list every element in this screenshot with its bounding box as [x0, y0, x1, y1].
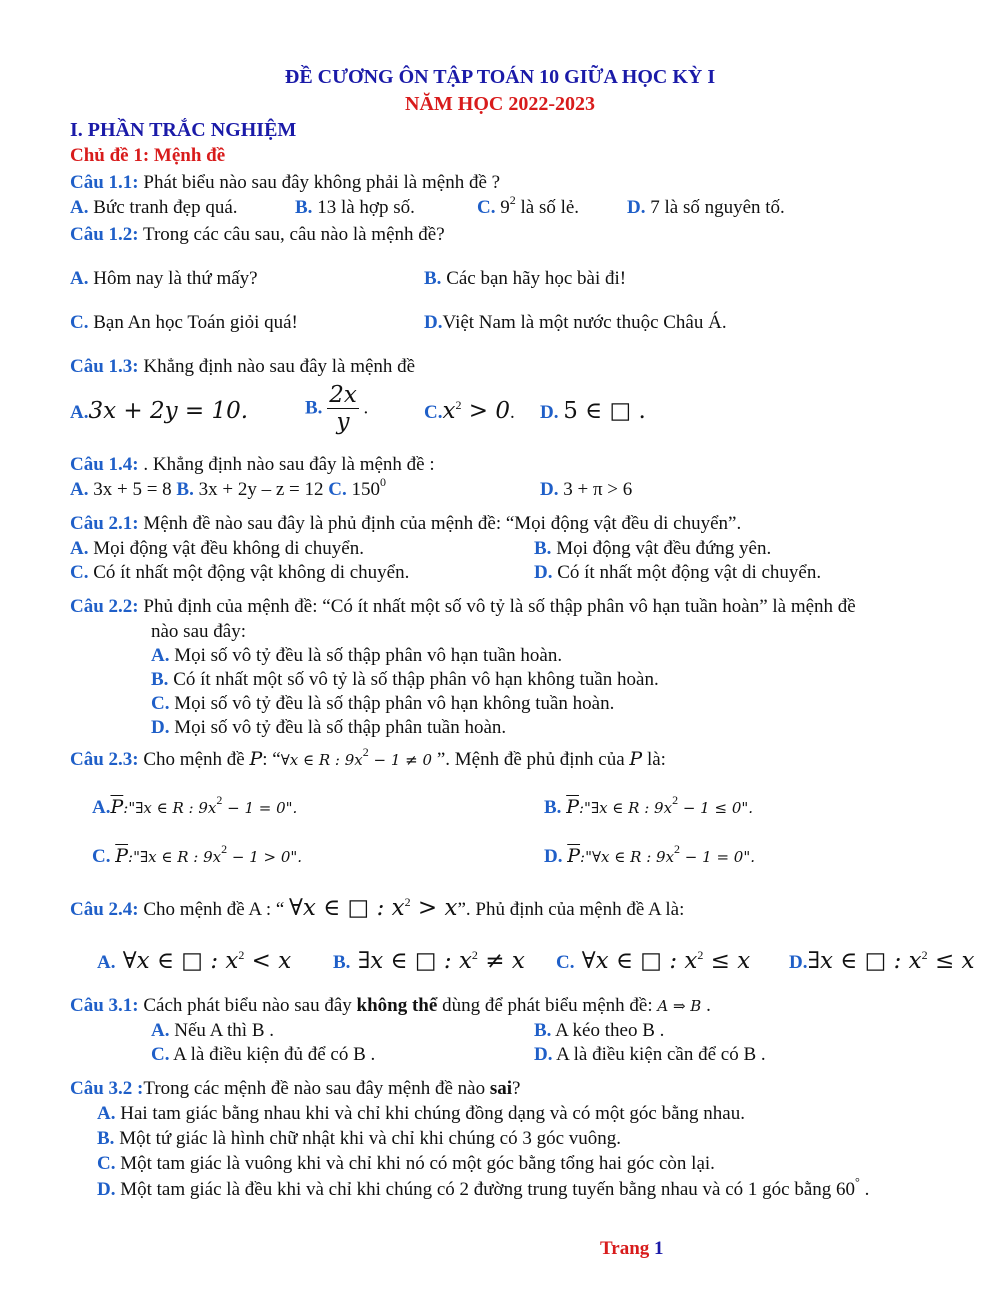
question-text: Trong các mệnh đề nào sau đây mệnh đề nào: [143, 1078, 490, 1099]
question-text: dùng để phát biểu mệnh đề:: [437, 995, 658, 1016]
option-label: B.: [534, 1020, 552, 1041]
option-a: [97, 1103, 745, 1125]
option-label: C.: [151, 693, 170, 714]
superscript: 2: [455, 398, 462, 412]
option-text: Mọi động vật đều đứng yên.: [551, 538, 772, 559]
option-a: [70, 268, 258, 290]
question-text: là:: [642, 749, 666, 770]
option-label: C.: [328, 479, 347, 500]
question-text: : “: [262, 749, 281, 770]
option-text: Mọi số vô tỷ đều là số thập phân vô hạn tuần hoàn.: [169, 645, 563, 666]
formula: ∀x ∈ R : 9x: [280, 751, 363, 769]
option-text: Hôm nay là thứ mấy?: [88, 268, 258, 289]
formula: ∀x ∈ □ : x: [115, 948, 239, 974]
option-b: [305, 382, 368, 435]
option-dot: .: [358, 397, 369, 419]
option-label: D.: [627, 197, 646, 218]
option-label: A.: [70, 197, 89, 218]
question-label: Câu 3.2 :: [70, 1078, 144, 1099]
option-b: [97, 1128, 621, 1150]
document-title: ĐỀ CƯƠNG ÔN TẬP TOÁN 10 GIỮA HỌC KỲ I: [284, 66, 716, 88]
option-c: [97, 1153, 715, 1175]
question-label: Câu 2.2:: [70, 596, 139, 617]
formula: ∀x ∈ □ : x: [289, 895, 405, 921]
question-text: Cho mệnh đề: [138, 749, 250, 770]
option-c: [92, 842, 303, 868]
formula: :"∃x ∈ R : 9x: [128, 848, 222, 866]
option-text: Bạn An học Toán giỏi quá!: [88, 312, 298, 333]
question-label: Câu 1.1:: [70, 172, 139, 193]
option-text-rest: là số lẻ.: [515, 197, 580, 218]
option-text: Hai tam giác bằng nhau khi và chỉ khi chúng đồng dạng và có một góc bằng nhau.: [115, 1103, 745, 1124]
formula-rest: − 1 = 0".: [680, 848, 755, 866]
option-label: B.: [151, 669, 169, 690]
option-text: 7 là số nguyên tố.: [645, 197, 785, 218]
formula: :"∃x ∈ R : 9x: [578, 799, 673, 817]
degree-symbol: °: [855, 1175, 860, 1189]
option-b: [534, 538, 771, 560]
option-label: A.: [151, 645, 170, 666]
option-label: B.: [333, 952, 351, 973]
page-number: 1: [654, 1238, 664, 1259]
option-label: C.: [70, 562, 89, 583]
superscript: 2: [238, 948, 245, 962]
question-text: Mệnh đề nào sau đây là phủ định của mệnh đề: “Mọi động vật đều di chuyển”.: [138, 513, 742, 534]
option-label: C.: [556, 952, 575, 973]
superscript: 2: [509, 193, 516, 207]
option-b: [151, 669, 659, 691]
option-d: [544, 842, 755, 868]
question-text-cont: nào sau đây:: [151, 621, 246, 642]
formula-rest: − 1 ≤ 0".: [678, 799, 754, 817]
option-label: C.: [477, 197, 496, 218]
superscript: 2: [362, 745, 369, 759]
option-text: Có ít nhất một số vô tỷ là số thập phân vô hạn không tuần hoàn.: [168, 669, 659, 690]
formula-rest: ≤ x: [927, 948, 975, 974]
option-label: B.: [534, 538, 552, 559]
option-label: A.: [92, 797, 111, 818]
question-text: Cách phát biểu nào sau đây: [138, 995, 357, 1016]
question-text: Phủ định của mệnh đề: “Có ít nhất một số vô tỷ là số thập phân vô hạn tuần hoàn” là mệnh đề: [138, 596, 856, 617]
formula-rest: ≤ x: [703, 948, 751, 974]
option-text: Một tam giác là đều khi và chỉ khi chúng có 2 đường trung tuyến bằng nhau và có 1 góc bằng 60: [115, 1179, 856, 1200]
option-label: B.: [97, 1128, 115, 1149]
negation-symbol: $\overline{P}$: [110, 796, 124, 818]
formula-rest: − 1 > 0".: [227, 848, 303, 866]
option-text: Các bạn hãy học bài đi!: [441, 268, 627, 289]
fraction: [327, 382, 359, 435]
question-1-3: [70, 356, 415, 378]
question-3-1: [70, 995, 711, 1017]
question-3-2: [70, 1078, 520, 1100]
option-text: Mọi số vô tỷ đều là số thập phân tuần hoàn.: [169, 717, 507, 738]
question-text: Trong các câu sau, câu nào là mệnh đề?: [138, 224, 445, 245]
option-a: [151, 1020, 274, 1042]
superscript: 2: [672, 793, 679, 807]
proposition-name: P: [629, 748, 643, 770]
option-label: D.: [789, 952, 808, 973]
option-label: D.: [534, 562, 553, 583]
option-label: D.: [544, 846, 563, 867]
option-label: A.: [97, 1103, 116, 1124]
option-a: [70, 538, 364, 560]
option-b: [424, 268, 626, 290]
question-2-4: [70, 897, 684, 921]
option-c: [151, 1044, 375, 1066]
formula: ∃x ∈ □ : x: [807, 948, 922, 974]
option-text: Mọi số vô tỷ đều là số thập phân vô hạn không tuần hoàn.: [169, 693, 615, 714]
question-1-2: [70, 224, 445, 246]
option-text: Bức tranh đẹp quá.: [88, 197, 238, 218]
option-d: [424, 312, 727, 334]
option-label: C.: [70, 312, 89, 333]
option-formula: 3x + 2y = 10.: [88, 398, 249, 424]
question-2-1: [70, 513, 741, 535]
superscript: 0: [379, 475, 386, 489]
fraction-numerator: 2x: [329, 382, 357, 408]
option-d: [151, 717, 506, 739]
option-a: [151, 645, 562, 667]
option-label: C.: [424, 402, 443, 423]
question-2-2: [70, 596, 856, 618]
formula-rest: < x: [244, 948, 292, 974]
superscript: 2: [216, 793, 223, 807]
option-label: B.: [424, 268, 442, 289]
option-d: [534, 1044, 766, 1066]
option-text: 3 + π > 6: [558, 479, 633, 500]
question-label: Câu 2.4:: [70, 899, 139, 920]
footer-label: Trang: [600, 1238, 655, 1259]
option-label: A.: [70, 268, 89, 289]
option-text: 150: [346, 479, 380, 500]
option-c: [70, 562, 409, 584]
option-label: C.: [92, 846, 111, 867]
question-1-1: [70, 172, 500, 194]
option-text: 9: [495, 197, 510, 218]
option-label: D.: [424, 312, 443, 333]
option-text: A là điều kiện đủ để có B .: [169, 1044, 376, 1065]
topic-heading: Chủ đề 1: Mệnh đề: [70, 145, 226, 166]
section-heading: I. PHẦN TRẮC NGHIỆM: [70, 119, 297, 141]
option-text: Mọi động vật đều không di chuyển.: [88, 538, 364, 559]
formula: :"∃x ∈ R : 9x: [123, 799, 217, 817]
question-label: Câu 3.1:: [70, 995, 139, 1016]
option-d: [627, 197, 785, 219]
option-c: [477, 193, 580, 219]
option-text: 13 là hợp số.: [312, 197, 415, 218]
option-text: Có ít nhất một động vật di chuyển.: [552, 562, 822, 583]
option-text: Một tứ giác là hình chữ nhật khi và chỉ khi chúng có 3 góc vuông.: [114, 1128, 622, 1149]
superscript: 2: [471, 948, 478, 962]
option-text: A kéo theo B .: [551, 1020, 665, 1041]
proposition-name: P: [249, 748, 263, 770]
negation-symbol: $\overline{P}$: [115, 845, 129, 867]
option-label: A.: [70, 402, 89, 423]
option-label: D.: [540, 479, 559, 500]
question-label: Câu 1.4:: [70, 454, 139, 475]
option-text: Một tam giác là vuông khi và chỉ khi nó có một góc bằng tổng hai góc còn lại.: [115, 1153, 715, 1174]
option-a: [70, 197, 238, 219]
formula-rest: − 1 = 0".: [222, 799, 298, 817]
options-row: [70, 475, 386, 501]
formula: :"∀x ∈ R : 9x: [580, 848, 675, 866]
option-d: [789, 950, 975, 974]
question-label: Câu 2.1:: [70, 513, 139, 534]
question-text: Cho mệnh đề A : “: [138, 899, 290, 920]
question-label: Câu 1.2:: [70, 224, 139, 245]
option-text: 3x + 5 = 8: [88, 479, 177, 500]
emphasis-text: không thể: [356, 995, 438, 1016]
option-label: B.: [176, 479, 194, 500]
question-text: ?: [512, 1078, 521, 1099]
question-text: .: [701, 995, 711, 1016]
question-label: Câu 2.3:: [70, 749, 139, 770]
option-label: D.: [97, 1179, 116, 1200]
option-text-end: .: [859, 1179, 870, 1200]
option-label: A.: [70, 479, 89, 500]
option-b: [295, 197, 415, 219]
option-text: Có ít nhất một động vật không di chuyển.: [88, 562, 410, 583]
option-dot: .: [510, 402, 515, 423]
question-text: Phát biểu nào sau đây không phải là mệnh đề ?: [138, 172, 501, 193]
option-label: D.: [540, 402, 559, 423]
option-formula-rest: > 0: [461, 398, 510, 424]
page-footer: [600, 1238, 664, 1260]
option-text: A là điều kiện cần để có B .: [552, 1044, 766, 1065]
question-text: Khẳng định nào sau đây là mệnh đề: [138, 356, 416, 377]
formula-rest: > x: [410, 895, 458, 921]
option-label: D.: [151, 717, 170, 738]
superscript: 2: [404, 895, 411, 909]
option-text: 3x + 2y – z = 12: [193, 479, 329, 500]
emphasis-text: sai: [489, 1078, 513, 1099]
option-a: [70, 400, 248, 424]
option-formula: x: [442, 398, 456, 424]
option-d: [534, 562, 821, 584]
option-label: A.: [151, 1020, 170, 1041]
formula: A ⇒ B: [657, 997, 702, 1015]
superscript: 2: [674, 842, 681, 856]
question-2-3: [70, 745, 666, 771]
formula: ∃x ∈ □ : x: [350, 948, 472, 974]
question-text: ”. Phủ định của mệnh đề A là:: [457, 899, 685, 920]
option-d: [97, 1175, 870, 1201]
option-b: [534, 1020, 664, 1042]
option-c: [556, 950, 750, 974]
option-c: [70, 312, 298, 334]
question-1-4: [70, 454, 435, 476]
option-b: [544, 793, 754, 819]
superscript: 2: [697, 948, 704, 962]
negation-symbol: $\overline{P}$: [566, 796, 579, 818]
option-label: C.: [97, 1153, 116, 1174]
option-a: [97, 950, 291, 974]
superscript: 2: [921, 948, 928, 962]
option-text: Việt Nam là một nước thuộc Châu Á.: [442, 312, 727, 333]
option-label: D.: [534, 1044, 553, 1065]
option-c: [424, 400, 515, 424]
option-label: A.: [70, 538, 89, 559]
question-text: . Khẳng định nào sau đây là mệnh đề :: [138, 454, 435, 475]
option-text: Nếu A thì B .: [169, 1020, 274, 1041]
option-label: B.: [305, 397, 323, 419]
question-text: ”. Mệnh đề phủ định của: [432, 749, 630, 770]
option-c: [151, 693, 614, 715]
formula-rest: ≠ x: [477, 948, 525, 974]
option-label: B.: [295, 197, 313, 218]
option-label: A.: [97, 952, 116, 973]
fraction-denominator: y: [336, 409, 350, 435]
school-year: NĂM HỌC 2022-2023: [405, 93, 595, 115]
option-d: [540, 400, 646, 424]
option-label: B.: [544, 797, 562, 818]
negation-symbol: $\overline{P}$: [567, 845, 581, 867]
question-label: Câu 1.3:: [70, 356, 139, 377]
option-label: C.: [151, 1044, 170, 1065]
option-formula: 5 ∈ □ .: [563, 398, 646, 424]
formula: ∀x ∈ □ : x: [574, 948, 698, 974]
formula-rest: − 1 ≠ 0: [368, 751, 433, 769]
superscript: 2: [221, 842, 228, 856]
option-d: [540, 479, 632, 501]
option-a: [92, 793, 298, 819]
option-b: [333, 950, 525, 974]
